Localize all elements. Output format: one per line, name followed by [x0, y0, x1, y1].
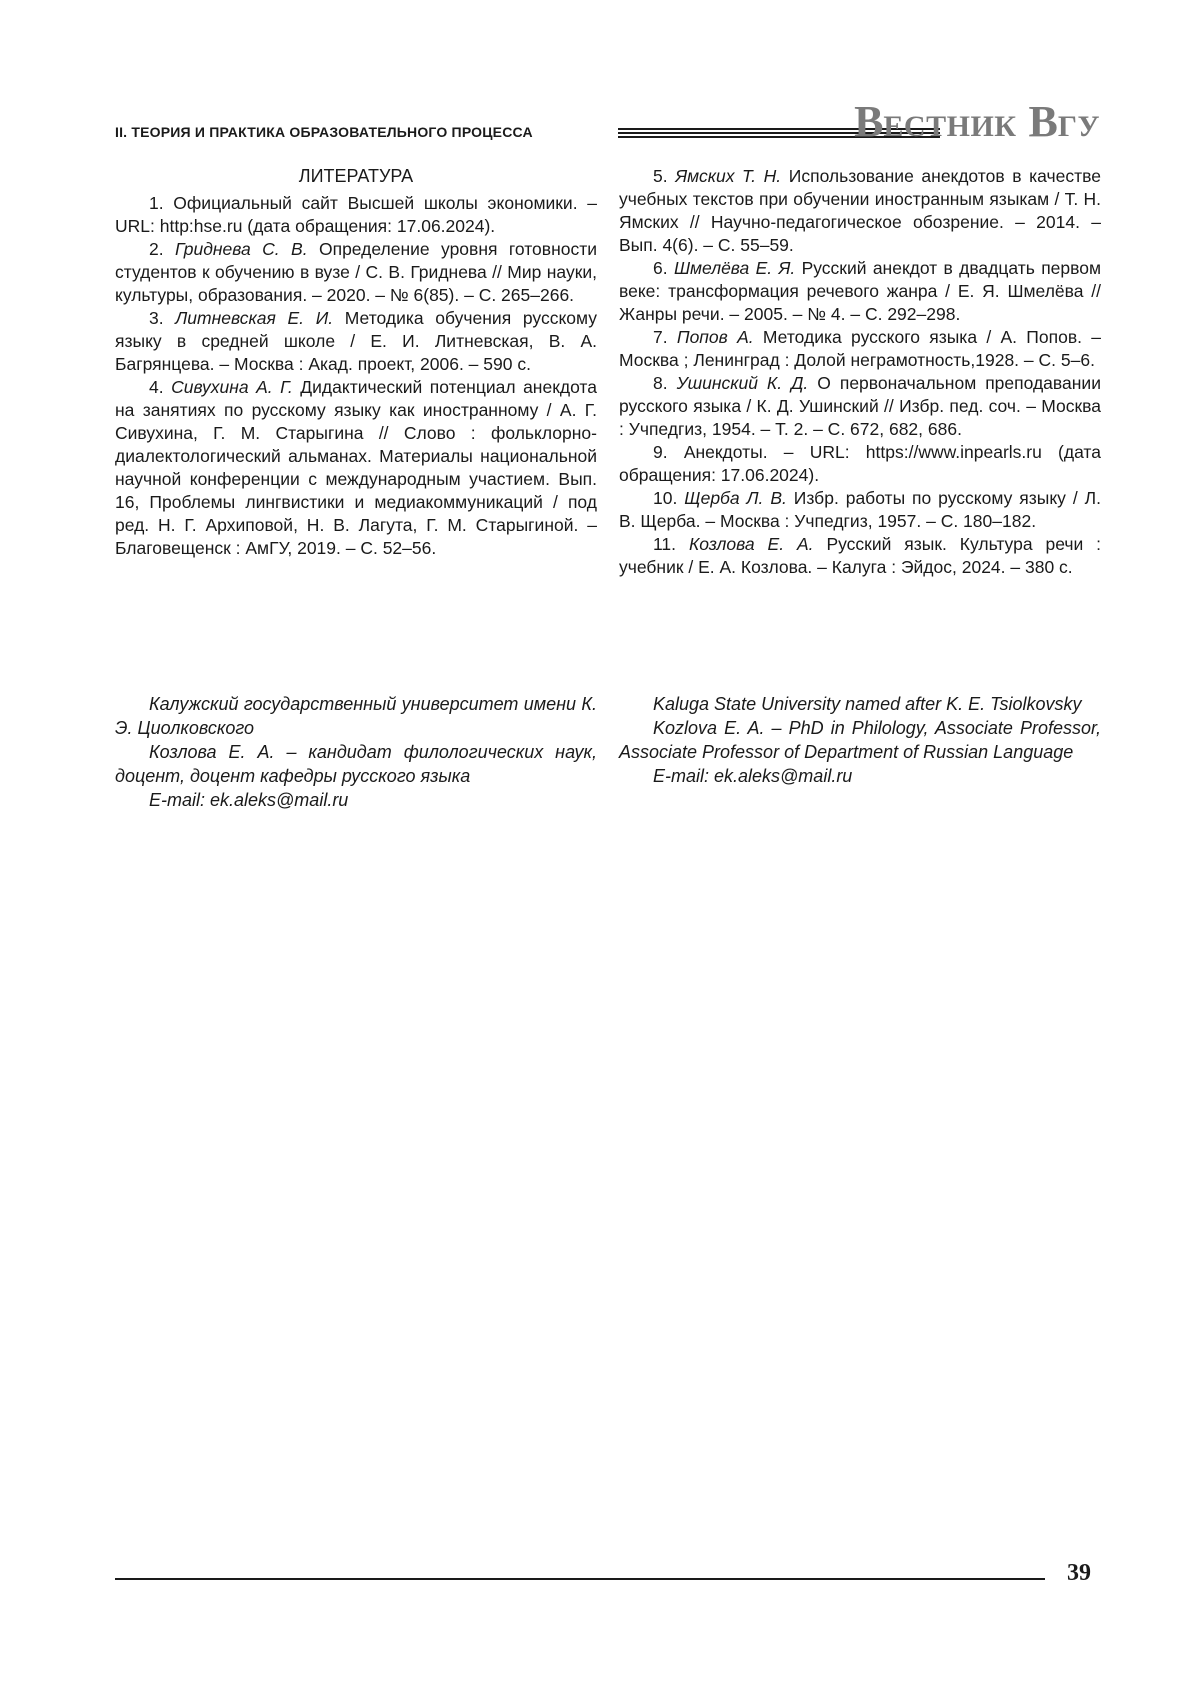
references-column-left	[115, 165, 597, 560]
affiliation-english	[619, 692, 1101, 788]
journal-logo: ВЕСТНИК ВГУ	[854, 97, 1100, 146]
references-column-right	[619, 165, 1101, 579]
author-email: E-mail: ek.aleks@mail.ru	[149, 790, 349, 810]
reference-item: 9. Анекдоты. – URL: https://www.inpearls.ru (дата обращения: 17.06.2024).	[619, 442, 1101, 485]
reference-item: 3. Литневская Е. И. Методика обучения русскому языку в средней школе / Е. И. Литневская, В. А. Багрянцева. – Москва : Акад. проект, 2006. – 590 с.	[115, 308, 598, 374]
section-title: II. ТЕОРИЯ И ПРАКТИКА ОБРАЗОВАТЕЛЬНОГО ПРОЦЕССА	[115, 124, 533, 140]
reference-item: 4. Сивухина А. Г. Дидактический потенциал анекдота на занятиях по русскому языку как иностранному / А. Г. Сивухина, Г. М. Старыгина // Слово : фольклорно-диалектологический альманах. Материалы национальной научной конференции с международным участием. Вып. 16, Проблемы лингвистики и медиакоммуникаций / под ред. Н. Г. Архиповой, Н. В. Лагута, Г. М. Старыгиной. – Благовещенск : АмГУ, 2019. – С. 52–56.	[115, 377, 597, 558]
reference-item: 10. Щерба Л. В. Избр. работы по русскому языку / Л. В. Щерба. – Москва : Учпедгиз, 1957. – С. 180–182.	[619, 488, 1101, 531]
reference-item: 2. Гриднева С. В. Определение уровня готовности студентов к обучению в вузе / С. В. Гриднева // Мир науки, культуры, образования. – 2020. – № 6(85). – С. 265–266.	[115, 239, 598, 305]
author-info: Kozlova E. A. – PhD in Philology, Associate Professor, Associate Professor of Department of Russian Language	[619, 718, 1101, 762]
page-number: 39	[1067, 1560, 1091, 1586]
reference-item: 7. Попов А. Методика русского языка / А. Попов. – Москва ; Ленинград : Долой неграмотность,1928. – С. 5–6.	[619, 327, 1101, 370]
university-name: Калужский государственный университет имени К. Э. Циолковского	[115, 694, 597, 738]
reference-item: 11. Козлова Е. А. Русский язык. Культура речи : учебник / Е. А. Козлова. – Калуга : Эйдос, 2024. – 380 с.	[619, 534, 1102, 577]
author-email: E-mail: ek.aleks@mail.ru	[653, 766, 853, 786]
author-info: Козлова Е. А. – кандидат филологических наук, доцент, доцент кафедры русского языка	[115, 742, 597, 786]
reference-item: 5. Ямских Т. Н. Использование анекдотов в качестве учебных текстов при обучении иностранным языкам / Т. Н. Ямских // Научно-педагогическое обозрение. – 2014. – Вып. 4(6). – С. 55–59.	[619, 166, 1101, 255]
reference-item: 8. Ушинский К. Д. О первоначальном преподавании русского языка / К. Д. Ушинский // Избр. пед. соч. – Москва : Учпедгиз, 1954. – Т. 2. – С. 672, 682, 686.	[619, 373, 1101, 439]
literature-heading: ЛИТЕРАТУРА	[298, 166, 414, 186]
footer-rule	[115, 1578, 1045, 1580]
affiliation-russian	[115, 692, 597, 812]
reference-item: 1. Официальный сайт Высшей школы экономики. – URL: http:hse.ru (дата обращения: 17.06.2024).	[115, 193, 597, 236]
running-header	[115, 98, 1100, 146]
university-name: Kaluga State University named after K. E. Tsiolkovsky	[653, 694, 1082, 714]
reference-item: 6. Шмелёва Е. Я. Русский анекдот в двадцать первом веке: трансформация речевого жанра / Е. Я. Шмелёва // Жанры речи. – 2005. – № 4. – С. 292–298.	[619, 258, 1102, 324]
